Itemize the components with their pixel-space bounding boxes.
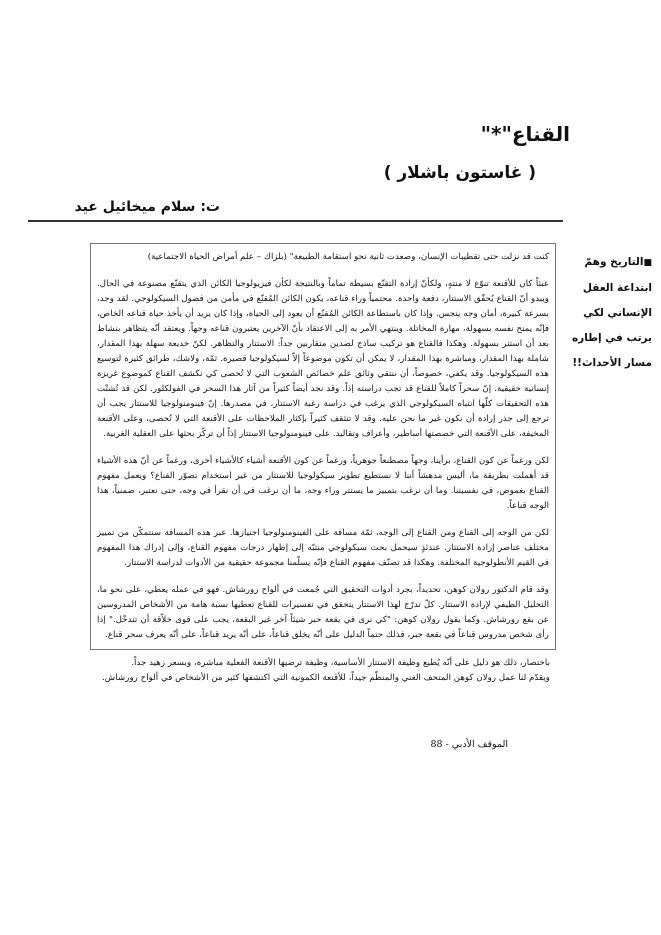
sidebar-pull-quote bbox=[566, 250, 652, 376]
paragraph-1: عبثاً كان للأقنعة تنوّع لا منتهٍ، ولكأنّ إرادة التقنّع بسيطة تماماً وبالنتيجة لكأن فيزيولوجيا الكائن الذي يتقنّع مصنوعة في الحال. ويبدو أنّ القناع يُحقّق الاستتار، دفعة واحدة. محتمياً وراء قناعه، يكون الكائن المُقنّع في مأمن من فضول السيكولوجي. لقد وجد، بسرعة كبيرة، أمان وجه ينجس. وإذا كان باستطاعة الكائن المُقنّع أن يعود إلى الحياة، وإذا كان يريد أن يأخذ حياة قناعه الخاص، فإنّه يمنح نفسه بسهولة، مهارة المخاتلة. وينتهي الأمر به إلى الاعتقاد بأنّ الآخرين يعتبرون قناعه وجهاً. ويعتقد أنّه يتظاهر بنشاط بعد أن استتر بسهولة. وهكذا فالقناع هو تركيب ساذج لضدين متقاربين جداً: الاستتار والتظاهر. لكنّ خديعة سهلة بهذا المقدار، شاملة بهذا المقدار، ومباشرة بهذا المقدار، لا يمكن أن تكون موضوعاً إلاّ لسيكولوجيا قصيرة. ثمّة، ولاشك، طرائق كثيرة لتوسيع هذه السيكولوجيا. وقد يكفي، خصوصاً، أن ننتقي وثائق علم خصائص الشعوب التي لا تُحصى كي نكشف القناع كموضوع غريزة إنسانية حقيقية. إنّ سحراً كاملاً للقناع قد تجب دراسته إذاً. وقد نجد أيضاً كثيراً من آثار هذا السحر في الفولكلور. لكن قد تُشتّت هذه التحقيقات كلّها انتباه السيكولوجي الذي يرغب في دراسة رغبة الاستتار، في مصدرها. إنّ فينومنولوجيا للاستتار يجب أن ترجع إلى جذر إرادة أن نكون غير ما نحن عليه. وقد لا تتثقف كثيراً بإكثار الملاحظات على الأقنعة التي لا تُحصى، وعلى الأقنعة المخيفة، على الأقنعة التي خصصتها أساطير، وأعراف وتقاليد. على فينومنولوجيا الاستتار إذاً أن تركّز بحثها على العقلية الغربية. bbox=[97, 279, 549, 439]
square-bullet-icon: ■ bbox=[643, 258, 652, 268]
paragraph-4: وقد قام الدكتور رولان كوهن، تحديداً، بجرد أدوات التحقيق التي جُمعت في ألواح رورشاش. فهو في عمله يعطي، على نحو ما، التحليل الطيفي لإرادة الاستتار. كلّ تدرّج لهذا الاستتار يتحقق في تفسيرات للقناع تعطيها نسبة هامة من الأشخاص المدروسين عن بقع رورشاش. وكما يقول رولان كوهن: "كي نرى في بقعة حبر شيئاً آخر غير البقعة، يجب على قوى خلاّقة أن تتدخّل." إذا رأى شخص مدروس قناعاً في بقعة حبر، فذلك حتماً الدليل على أنّه يخلق قناعاً، على أنّه يريد قناعاً، على أنّه يعرف سحر قناع. bbox=[97, 585, 549, 640]
article-subtitle: ( غاستون باشلار ) bbox=[383, 163, 536, 183]
header-divider bbox=[28, 220, 563, 222]
paragraph-5: باختصار، ذلك هو دليل على أنّه يُطيع وظيفة الاستتار الأساسية، وظيفة ترضيها الأقنعة الفعلية مباشرة، وبسعر زهيد جداً. bbox=[131, 658, 550, 668]
translator-credit: ت: سلام ميخائيل عيد bbox=[74, 199, 220, 215]
article-body bbox=[90, 243, 556, 686]
paragraph-6: ويقدّم لنا عمل رولان كوهن المتحف الغني والمنظّم جيداً، للأقنعة الكمونية التي اكتشفها كثير من الأشخاص في ألواح رورشاش. bbox=[102, 673, 550, 683]
article-text-frame bbox=[90, 243, 556, 650]
page-footer: الموقف الأدبي - 88 bbox=[430, 739, 508, 750]
paragraph-3: لكن من الوجه إلى القناع ومن القناع إلى الوجه، ثمّة مسافة على الفينومنولوجيا اجتيازها. عبر هذه المسافة سنتمكّن من تمييز مختلف عناصر إرادة الاستتار. عندئذٍ سيحمل بحث سيكولوجي منتبّه إلى إظهار درجات مفهوم القناع، وإلى إدراك هذا المفهوم في القيم الأنطولوجية المختلفة. وهكذا قد تصنّف مفهوم القناع فإنّه يسلّمنا مجموعة حقيقية من الأدوات لدراسة الاستتار. bbox=[97, 528, 549, 568]
pull-quote-text: التاريخ وهمّ ابتداعة العقل الإنساني لكي يرتب في إطاره مسار الأحداث!! bbox=[571, 256, 652, 369]
article-continuation bbox=[90, 650, 556, 686]
article-title: القناع"*" bbox=[480, 122, 570, 146]
paragraph-2: لكن ورغماً عن كون القناع، برأينا، وجهاً مصطنعاً جوهرياً، ورغماً عن كون الأقنعة أشياء كالأشياء أخرى، ورغماً عن أنّ هذه الأشياء قد أهملت بطريقة ما، أليس مدهشاً أننا لا نستطيع تطوير سيكولوجيا للاستتار من غير استخدام تصوّر القناع؟ ويعمل مفهوم القناع بغموض، في نفسيتنا. وما أن نرغب بتمييز ما يستتر وراء وجه، ما أن نرغب في أن نقرأ في وجه، حتى نعتبر، ضمنياً، هذا الوجه قناعاً. bbox=[97, 456, 549, 511]
epigraph: كنت قد نزلت حتى تقطيبات الإنسان، وصعدت ثانية نحو استقامة الطبيعة" (بلزاك – علم أمراض الحياة الاجتماعية) bbox=[147, 252, 549, 262]
